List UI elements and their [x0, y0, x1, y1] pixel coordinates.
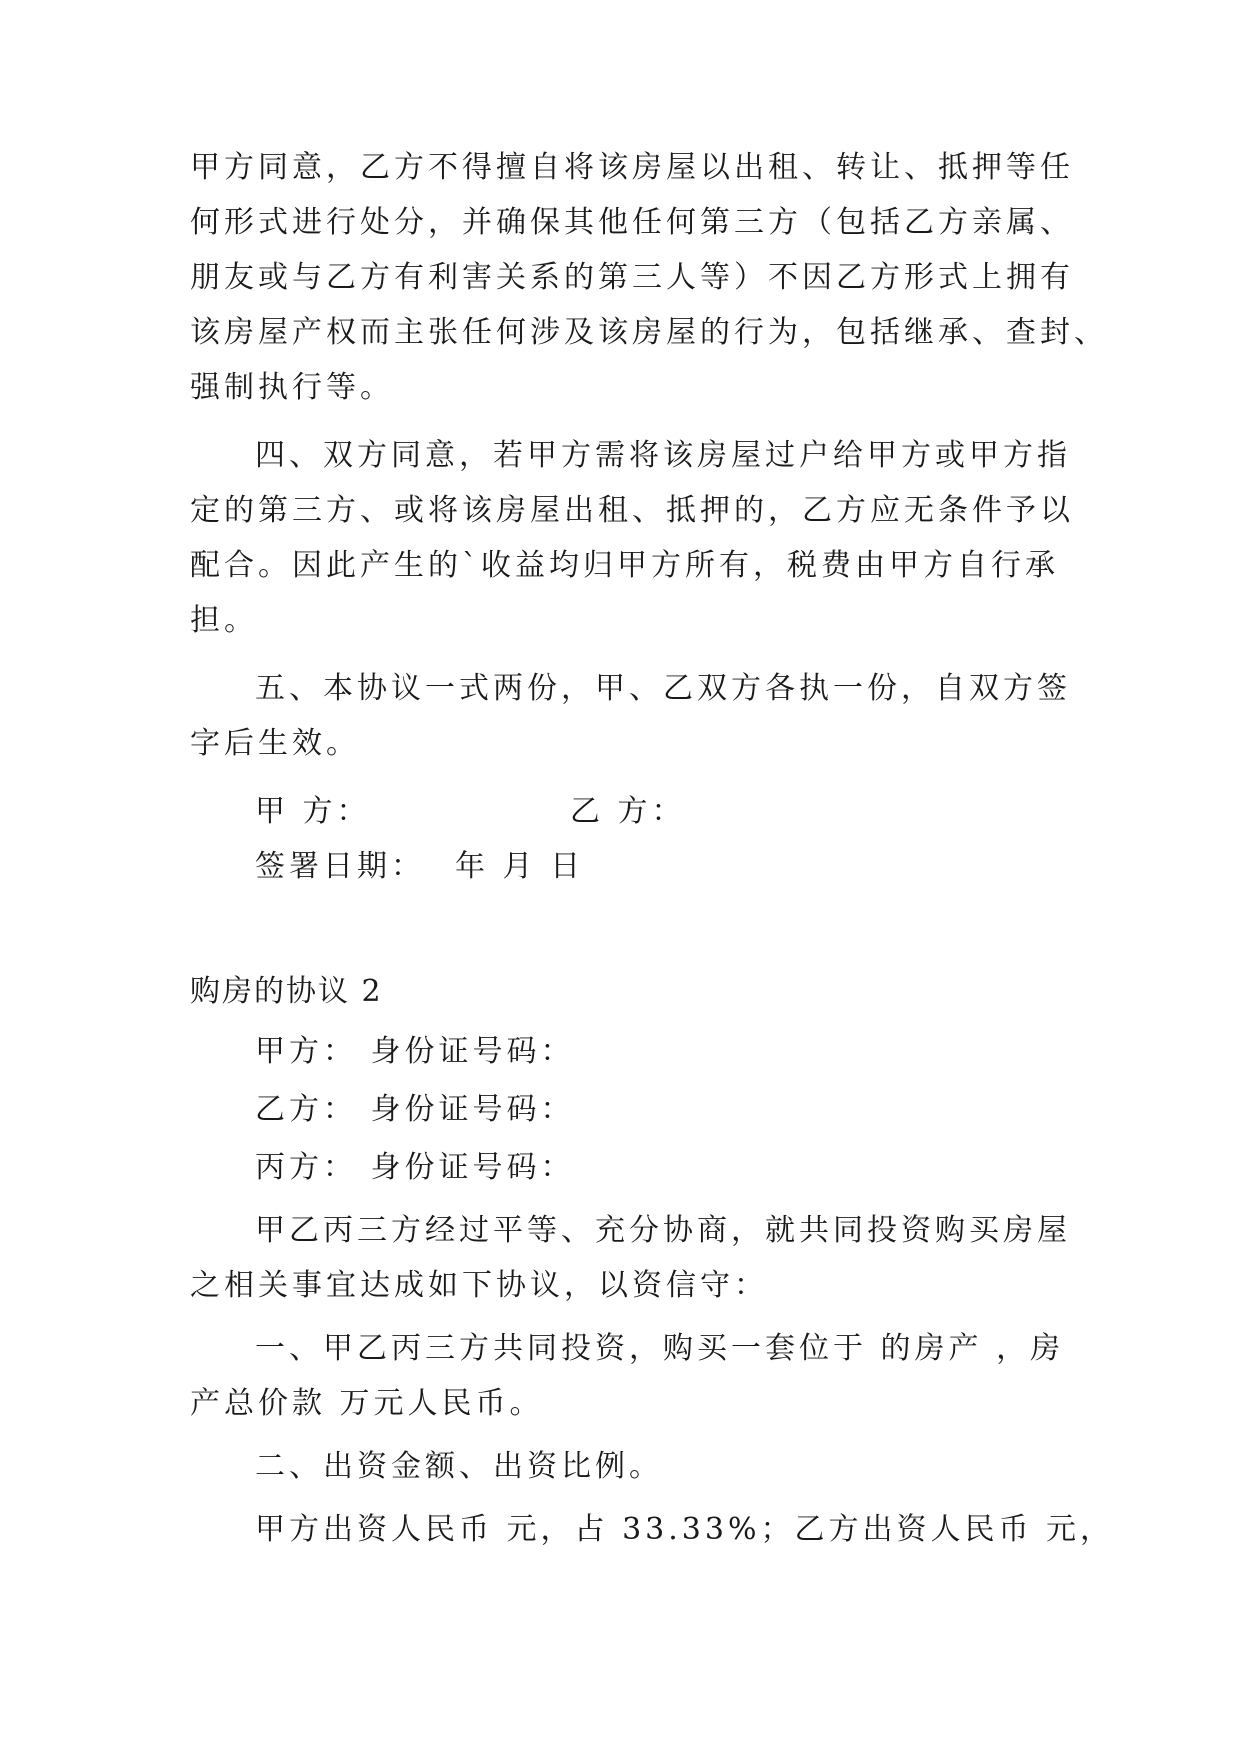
- signature-date-fields: 年 月 日: [455, 849, 585, 884]
- agreement-title: 购房的协议 2: [190, 974, 383, 1009]
- party-b-id-line: 乙方： 身份证号码：: [255, 1092, 575, 1127]
- paragraph-line: 朋友或与乙方有利害关系的第三人等）不因乙方形式上拥有: [190, 260, 1074, 295]
- paragraph-line: 该房屋产权而主张任何涉及该房屋的行为，包括继承、查封、: [190, 315, 1108, 350]
- clause-four-line: 配合。因此产生的`收益均归甲方所有，税费由甲方自行承: [190, 548, 1059, 583]
- clause-five-line: 五、本协议一式两份，甲、乙双方各执一份，自双方签: [255, 671, 1071, 706]
- clause-five-line: 字后生效。: [190, 726, 360, 761]
- signature-date-label: 签署日期：: [255, 849, 425, 884]
- paragraph-line: 强制执行等。: [190, 370, 394, 405]
- clause-one-line: 产总价款 万元人民币。: [190, 1386, 544, 1421]
- clause-two-text: 甲方出资人民币 元，占 33.33%；乙方出资人民币 元，: [255, 1512, 1114, 1547]
- clause-two-heading: 二、出资金额、出资比例。: [255, 1449, 663, 1484]
- clause-four-line: 四、双方同意，若甲方需将该房屋过户给甲方或甲方指: [255, 438, 1071, 473]
- intro-line: 之相关事宜达成如下协议，以资信守：: [190, 1268, 768, 1303]
- signature-party-a: 甲 方：: [255, 794, 371, 829]
- clause-one-line: 一、甲乙丙三方共同投资，购买一套位于 的房产 ，房: [255, 1331, 1065, 1366]
- intro-line: 甲乙丙三方经过平等、充分协商，就共同投资购买房屋: [255, 1213, 1071, 1248]
- party-c-id-line: 丙方： 身份证号码：: [255, 1150, 575, 1185]
- clause-four-line: 定的第三方、或将该房屋出租、抵押的，乙方应无条件予以: [190, 493, 1074, 528]
- clause-four-line: 担。: [190, 603, 258, 638]
- paragraph-line: 何形式进行处分，并确保其他任何第三方（包括乙方亲属、: [190, 205, 1074, 240]
- party-a-id-line: 甲方： 身份证号码：: [255, 1034, 575, 1069]
- signature-party-b: 乙 方：: [570, 794, 686, 829]
- paragraph-line: 甲方同意，乙方不得擅自将该房屋以出租、转让、抵押等任: [190, 150, 1074, 185]
